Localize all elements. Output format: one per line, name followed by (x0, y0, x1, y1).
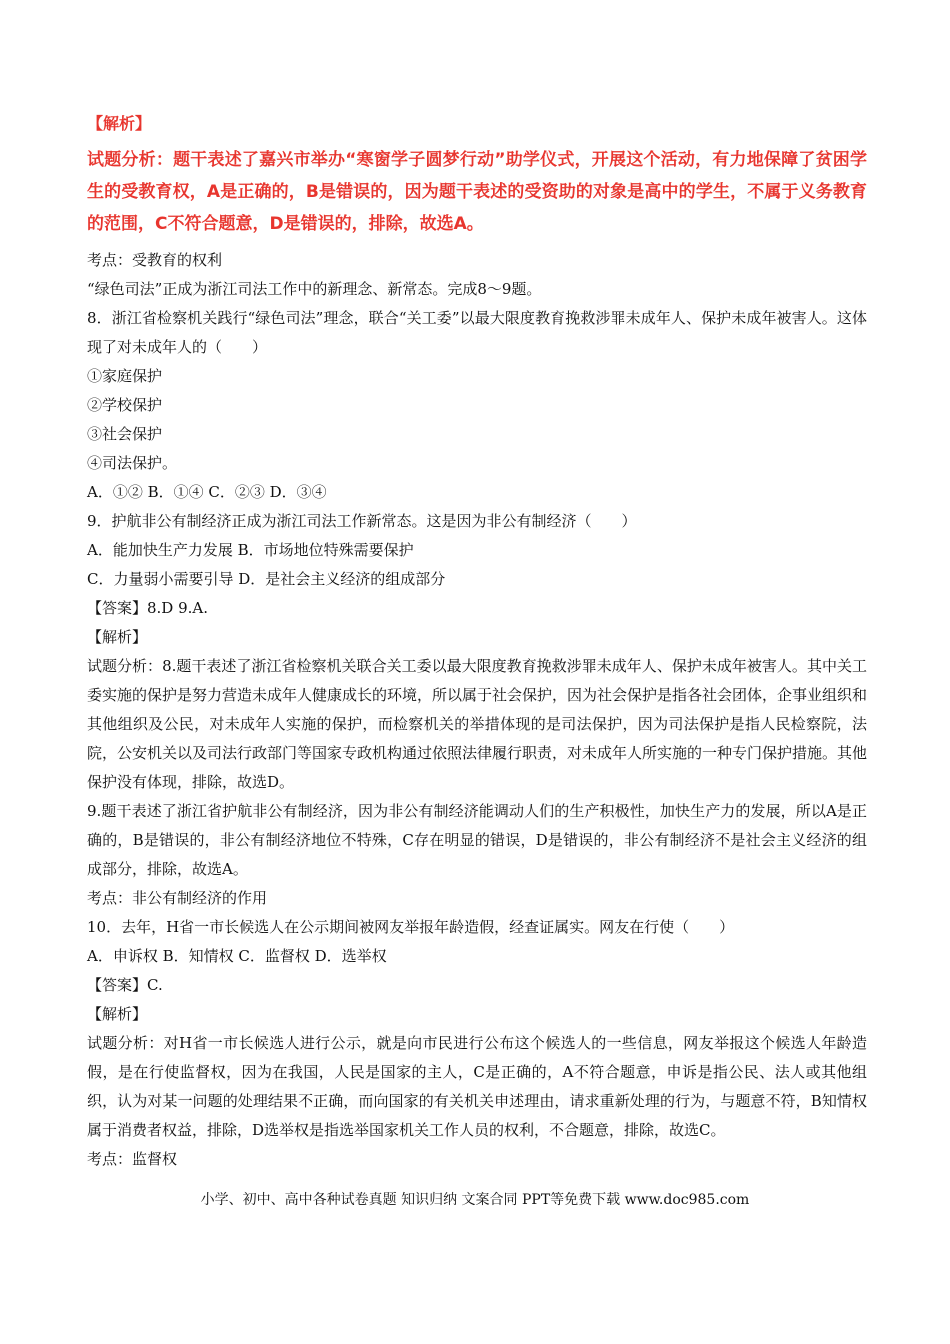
question-9-choices-ab: A．能加快生产力发展 B．市场地位特殊需要保护 (87, 541, 414, 559)
kaodian-line: 考点：受教育的权利 (87, 251, 223, 269)
analysis-heading: 【解析】 (87, 1005, 148, 1023)
answer-line: 【答案】8.D 9.A. (87, 599, 209, 617)
question-9: 9．护航非公有制经济正成为浙江司法工作新常态。这是因为非公有制经济（ ） (87, 512, 637, 530)
kaodian-line: 考点：监督权 (87, 1150, 178, 1168)
question-9-choices-cd: C．力量弱小需要引导 D．是社会主义经济的组成部分 (87, 570, 446, 588)
kaodian-line: 考点：非公有制经济的作用 (87, 889, 268, 907)
question-8-option: ②学校保护 (87, 396, 163, 414)
question-10-choices: A．申诉权 B．知情权 C．监督权 D．选举权 (87, 947, 387, 965)
question-10: 10．去年，H省一市长候选人在公示期间被网友举报年龄造假，经查证属实。网友在行使（ ） (87, 918, 735, 936)
analysis-paragraph: 试题分析：题干表述了嘉兴市举办“寒窗学子圆梦行动”助学仪式，开展这个活动，有力地保障了贫困学生的受教育权，A是正确的，B是错误的，因为题干表述的受资助的对象是高中的学生，不属于义务教育的范围，C不符合题意，D是错误的，排除，故选A。 (87, 150, 867, 234)
question-8-option: ④司法保护。 (87, 454, 178, 472)
question-8: 8．浙江省检察机关践行“绿色司法”理念，联合“关工委”以最大限度教育挽救涉罪未成年人、保护未成年被害人。这体现了对未成年人的（ ） (87, 309, 867, 356)
analysis-heading: 【解析】 (87, 628, 148, 646)
question-8-option: ①家庭保护 (87, 367, 163, 385)
analysis-9: 9.题干表述了浙江省护航非公有制经济，因为非公有制经济能调动人们的生产积极性，加快生产力的发展，所以A是正确的，B是错误的，非公有制经济地位不特殊，C存在明显的错误，D是错误的，非公有制经济不是社会主义经济的组成部分，排除，故选A。 (87, 802, 867, 878)
answer-line: 【答案】C. (87, 976, 163, 994)
analysis-heading: 【解析】 (87, 114, 152, 133)
question-8-option: ③社会保护 (87, 425, 163, 443)
question-8-choices: A．①② B．①④ C．②③ D．③④ (87, 483, 327, 501)
highlighted-analysis (87, 110, 867, 240)
analysis-8: 试题分析：8.题干表述了浙江省检察机关联合关工委以最大限度教育挽救涉罪未成年人、保护未成年被害人。其中关工委实施的保护是努力营造未成年人健康成长的环境，所以属于社会保护，因为社会保护是指各社会团体，企事业组织和其他组织及公民，对未成年人实施的保护，而检察机关的举措体现的是司法保护，因为司法保护是指人民检察院，法院，公安机关以及司法行政部门等国家专政机构通过依照法律履行职责，对未成年人所实施的一种专门保护措施。其他保护没有体现，排除，故选D。 (87, 657, 868, 791)
intro-line: “绿色司法”正成为浙江司法工作中的新理念、新常态。完成8～9题。 (87, 280, 542, 298)
analysis-10: 试题分析：对H省一市长候选人进行公示，就是向市民进行公布这个候选人的一些信息，网友举报这个候选人年龄造假，是在行使监督权，因为在我国，人民是国家的主人，C是正确的，A不符合题意，申诉是指公民、法人或其他组织，认为对某一问题的处理结果不正确，而向国家的有关机关申述理由，请求重新处理的行为，与题意不符，B知情权属于消费者权益，排除，D选举权是指选举国家机关工作人员的权利，不合题意，排除，故选C。 (87, 1034, 867, 1139)
footer-note: 小学、初中、高中各种试卷真题 知识归纳 文案合同 PPT等免费下载 www.doc985.com (200, 1192, 750, 1208)
document-content (87, 110, 867, 1174)
